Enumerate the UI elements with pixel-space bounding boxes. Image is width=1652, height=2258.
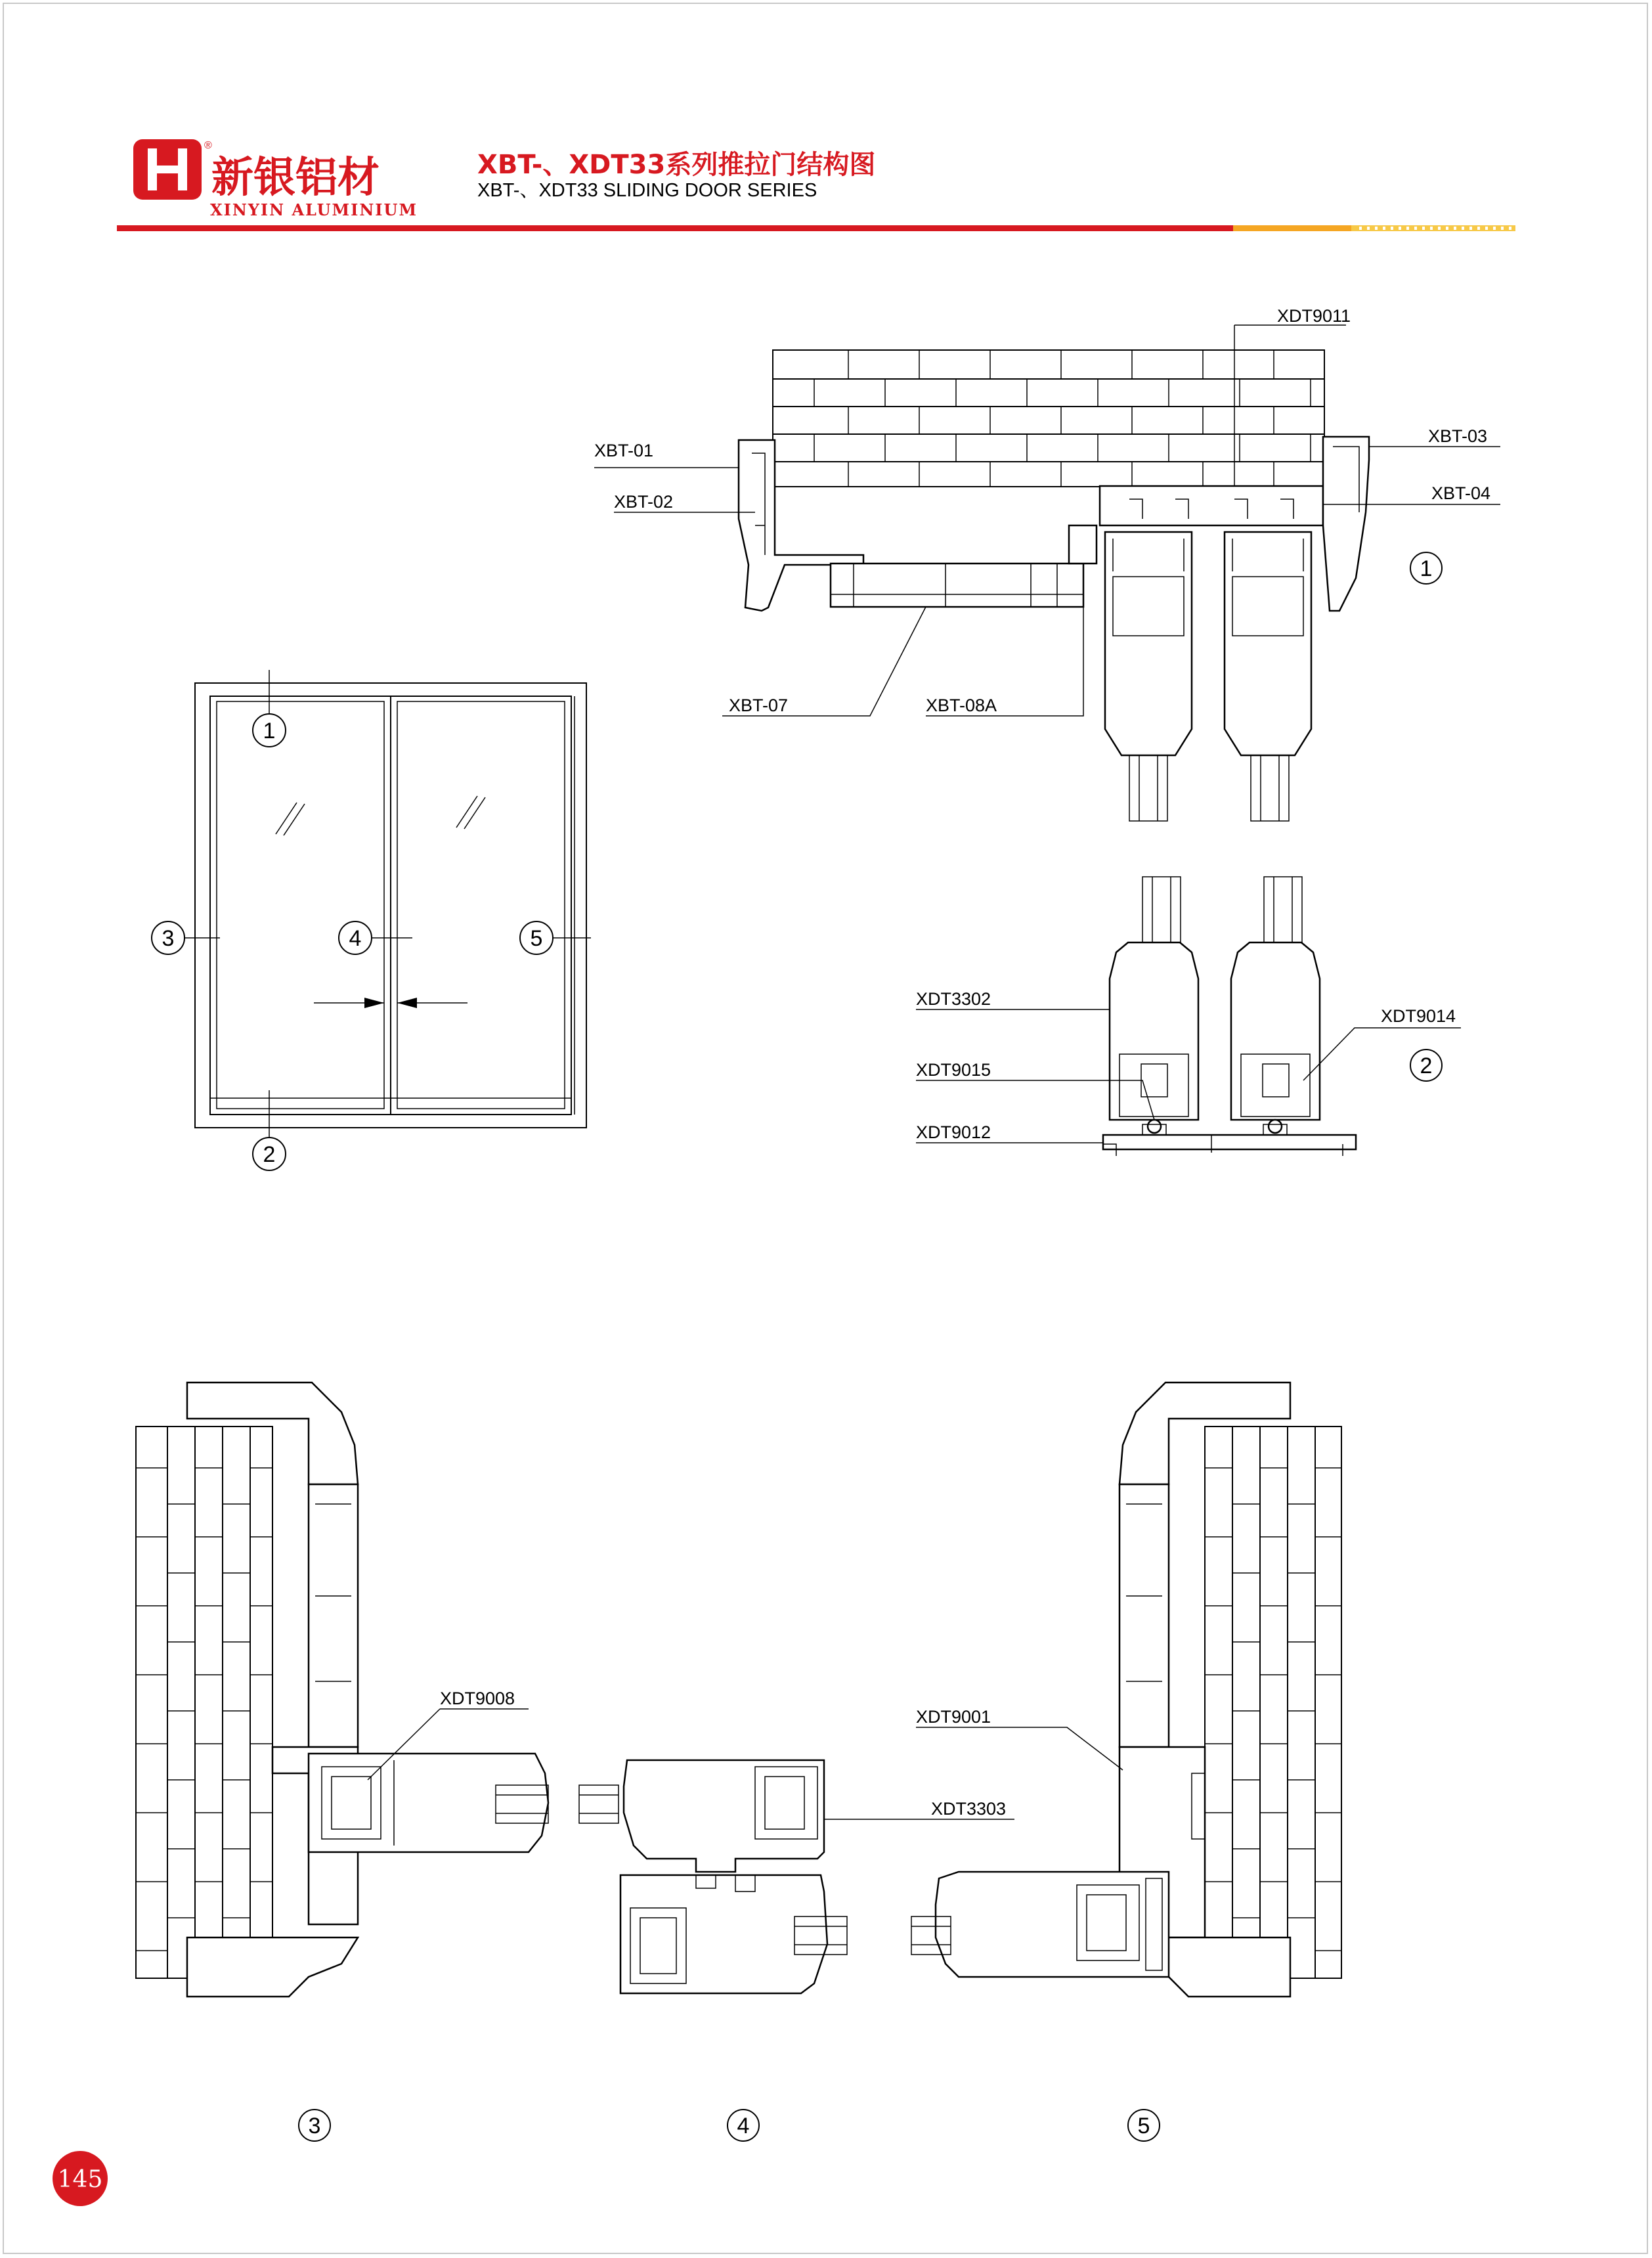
glass-hatch bbox=[276, 796, 485, 835]
section-1-head-detail bbox=[594, 306, 1500, 821]
page-number: 145 bbox=[57, 2166, 103, 2193]
elevation-marker-left bbox=[152, 921, 185, 954]
label-xdt3302: XDT3302 bbox=[916, 989, 991, 1009]
svg-text:1: 1 bbox=[1420, 556, 1433, 581]
brand-name-en: XINYIN ALUMINIUM bbox=[210, 200, 418, 219]
label-xdt9012: XDT9012 bbox=[916, 1122, 991, 1142]
label-xbt-08a: XBT-08A bbox=[926, 696, 997, 715]
section-4-marker bbox=[728, 2110, 759, 2141]
page-title-cn: XBT-、XDT33系列推拉门结构图 bbox=[477, 150, 876, 180]
header bbox=[117, 139, 1515, 231]
section-5-marker bbox=[1128, 2110, 1160, 2141]
section-2-marker bbox=[1410, 1050, 1442, 1081]
elevation-marker-middle bbox=[339, 921, 372, 954]
label-xdt9008: XDT9008 bbox=[440, 1689, 515, 1708]
elevation-marker-top bbox=[253, 714, 286, 747]
svg-text:5: 5 bbox=[530, 926, 543, 951]
svg-text:2: 2 bbox=[1420, 1053, 1433, 1078]
label-xdt9011: XDT9011 bbox=[1277, 306, 1351, 326]
label-xdt3303: XDT3303 bbox=[931, 1799, 1007, 1819]
svg-text:2: 2 bbox=[263, 1142, 276, 1167]
elevation-marker-bottom bbox=[253, 1138, 286, 1170]
section-5-right-jamb bbox=[911, 1383, 1341, 2141]
svg-text:4: 4 bbox=[349, 926, 362, 951]
section-2-sill-detail bbox=[916, 877, 1461, 1156]
section-3-left-jamb bbox=[136, 1383, 548, 2141]
section-4-labels bbox=[824, 1799, 1014, 1819]
label-xbt-03: XBT-03 bbox=[1428, 426, 1488, 446]
label-xbt-01: XBT-01 bbox=[594, 441, 654, 460]
brick-wall-left bbox=[136, 1427, 272, 1978]
elevation-marker-right bbox=[520, 921, 553, 954]
svg-text:4: 4 bbox=[737, 2114, 750, 2138]
label-xdt9001: XDT9001 bbox=[916, 1707, 991, 1727]
section-1-marker bbox=[1410, 552, 1442, 584]
svg-text:3: 3 bbox=[162, 926, 175, 951]
svg-text:®: ® bbox=[204, 140, 212, 151]
brick-wall-right bbox=[1205, 1427, 1341, 1978]
page-title-en: XBT-、XDT33 SLIDING DOOR SERIES bbox=[477, 180, 817, 201]
label-xdt9015: XDT9015 bbox=[916, 1060, 991, 1080]
section-1-sashes bbox=[1105, 532, 1311, 821]
door-elevation bbox=[152, 670, 591, 1170]
section-5-labels bbox=[916, 1707, 1123, 1770]
label-xbt-07: XBT-07 bbox=[729, 696, 789, 715]
brand-name-cn: 新银铝材 bbox=[211, 154, 380, 202]
label-xbt-04: XBT-04 bbox=[1431, 483, 1491, 503]
section-3-marker bbox=[299, 2110, 330, 2141]
svg-text:1: 1 bbox=[263, 719, 276, 743]
brick-wall-top bbox=[773, 350, 1324, 487]
label-xdt9014: XDT9014 bbox=[1381, 1006, 1456, 1026]
svg-text:3: 3 bbox=[308, 2114, 321, 2138]
svg-text:5: 5 bbox=[1137, 2114, 1150, 2138]
label-xbt-02: XBT-02 bbox=[614, 492, 674, 512]
page-number-badge bbox=[53, 2151, 108, 2206]
brand-logo bbox=[133, 139, 212, 200]
header-rule bbox=[117, 225, 1515, 231]
